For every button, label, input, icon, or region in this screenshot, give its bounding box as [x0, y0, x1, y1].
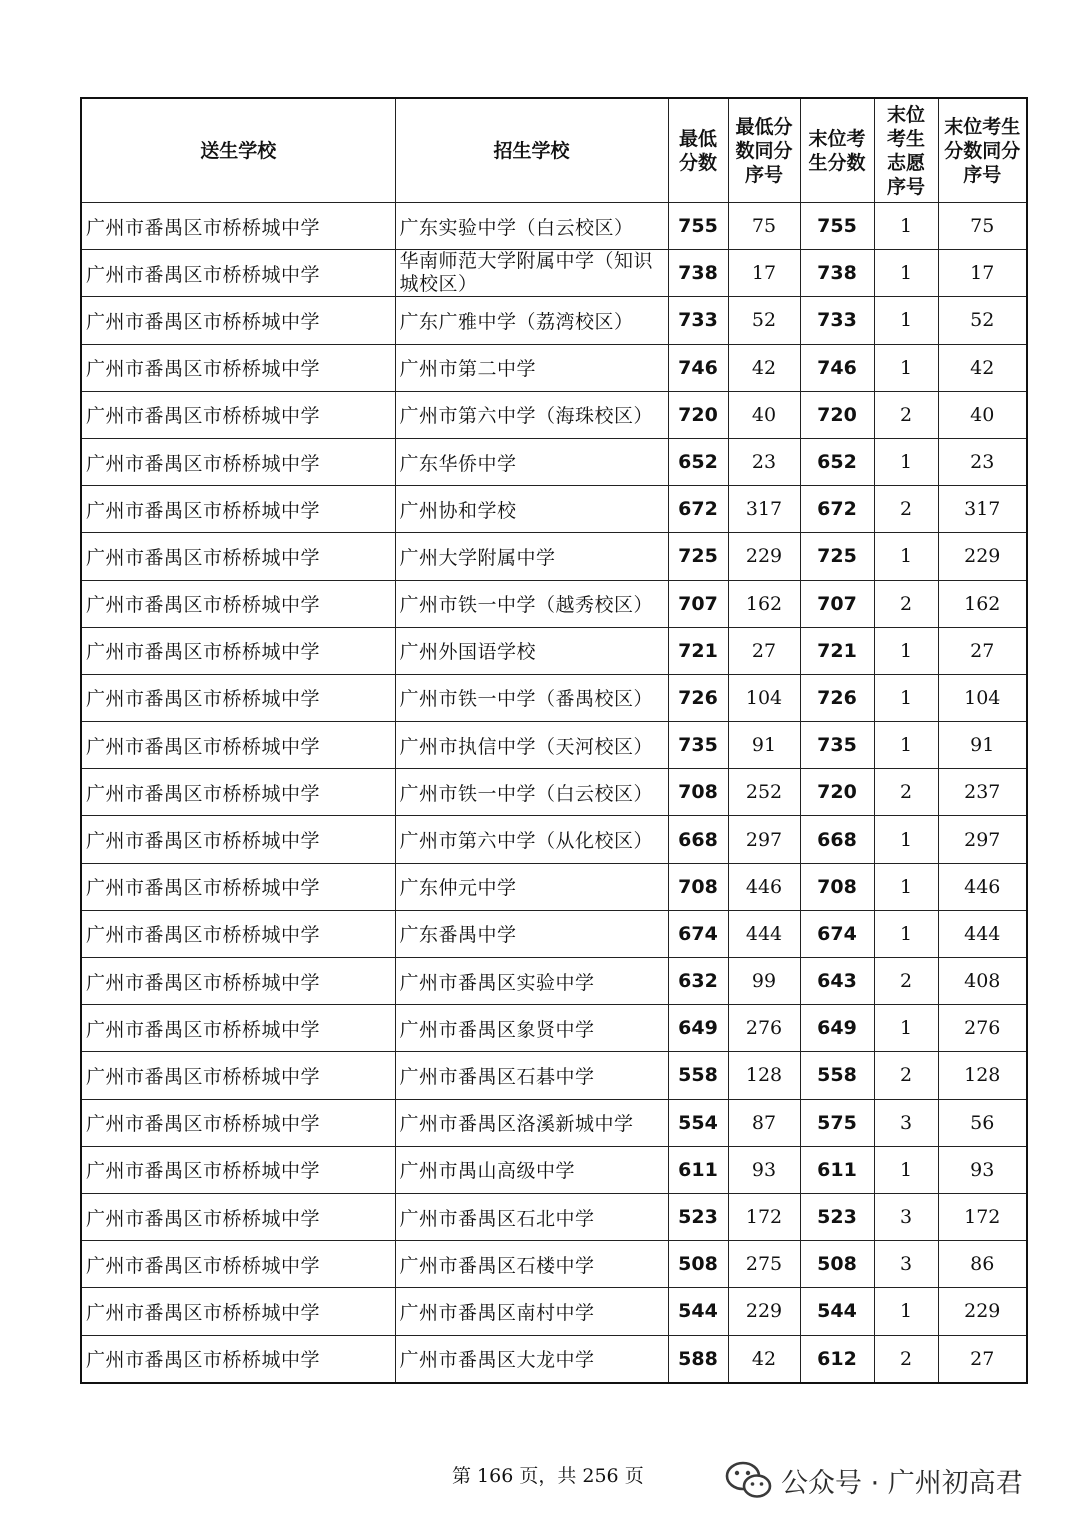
last-score-cell: 721 — [800, 627, 874, 674]
last-score-rank-cell: 162 — [938, 580, 1027, 627]
admitting-school-cell: 广东华侨中学 — [395, 438, 668, 485]
min-score-cell: 733 — [668, 297, 728, 344]
last-choice-order-cell: 1 — [874, 722, 938, 769]
column-header-line: 最低分 — [735, 115, 793, 138]
column-header-line: 分数 — [678, 151, 717, 174]
min-score-cell: 746 — [668, 344, 728, 391]
column-header-line: 序号 — [886, 175, 925, 198]
admitting-school-cell: 广州市番禺区象贤中学 — [395, 1005, 668, 1052]
min-score-rank-cell: 75 — [728, 203, 800, 250]
wechat-icon — [725, 1460, 773, 1500]
admitting-school-cell: 广州市番禺区石碁中学 — [395, 1052, 668, 1099]
min-score-cell: 649 — [668, 1005, 728, 1052]
sending-school-cell: 广州市番禺区市桥桥城中学 — [81, 1288, 395, 1335]
watermark — [725, 1460, 1023, 1500]
sending-school-cell: 广州市番禺区市桥桥城中学 — [81, 1005, 395, 1052]
table-row — [81, 816, 1027, 863]
last-score-cell: 755 — [800, 203, 874, 250]
last-score-cell: 746 — [800, 344, 874, 391]
last-score-cell: 726 — [800, 674, 874, 721]
table-row — [81, 533, 1027, 580]
min-score-rank-cell: 128 — [728, 1052, 800, 1099]
min-score-rank-cell: 229 — [728, 1288, 800, 1335]
last-score-cell: 544 — [800, 1288, 874, 1335]
sending-school-cell: 广州市番禺区市桥桥城中学 — [81, 910, 395, 957]
admitting-school-cell: 广州市铁一中学（白云校区） — [395, 769, 668, 816]
min-score-rank-cell: 104 — [728, 674, 800, 721]
table-row — [81, 486, 1027, 533]
column-header-line: 生分数 — [808, 151, 866, 174]
last-score-cell: 612 — [800, 1335, 874, 1383]
admission-score-table — [80, 97, 1028, 1384]
sending-school-cell: 广州市番禺区市桥桥城中学 — [81, 203, 395, 250]
last-score-cell: 508 — [800, 1241, 874, 1288]
last-score-cell: 672 — [800, 486, 874, 533]
last-score-rank-cell: 297 — [938, 816, 1027, 863]
last-score-cell: 652 — [800, 438, 874, 485]
last-score-cell: 649 — [800, 1005, 874, 1052]
admitting-school-cell: 广州市铁一中学（越秀校区） — [395, 580, 668, 627]
last-choice-order-cell: 3 — [874, 1241, 938, 1288]
admitting-school-cell: 广州市禺山高级中学 — [395, 1146, 668, 1193]
table-row — [81, 1335, 1027, 1383]
last-score-rank-cell: 56 — [938, 1099, 1027, 1146]
last-choice-order-cell: 3 — [874, 1099, 938, 1146]
last-score-rank-cell: 23 — [938, 438, 1027, 485]
min-score-rank-cell: 27 — [728, 627, 800, 674]
last-score-cell: 720 — [800, 391, 874, 438]
last-choice-order-cell: 1 — [874, 816, 938, 863]
min-score-rank-cell: 42 — [728, 344, 800, 391]
min-score-rank-cell: 23 — [728, 438, 800, 485]
admitting-school-cell: 广州市第六中学（海珠校区） — [395, 391, 668, 438]
min-score-cell: 725 — [668, 533, 728, 580]
last-score-rank-cell: 444 — [938, 910, 1027, 957]
min-score-rank-cell: 275 — [728, 1241, 800, 1288]
min-score-cell: 668 — [668, 816, 728, 863]
table-row — [81, 391, 1027, 438]
admitting-school-cell: 广州市执信中学（天河校区） — [395, 722, 668, 769]
table-row — [81, 1288, 1027, 1335]
sending-school-cell: 广州市番禺区市桥桥城中学 — [81, 1052, 395, 1099]
sending-school-cell: 广州市番禺区市桥桥城中学 — [81, 769, 395, 816]
min-score-rank-cell: 446 — [728, 863, 800, 910]
last-choice-order-cell: 1 — [874, 438, 938, 485]
table-row — [81, 1005, 1027, 1052]
last-score-rank-cell: 91 — [938, 722, 1027, 769]
last-score-rank-cell: 93 — [938, 1146, 1027, 1193]
last-choice-order-cell: 1 — [874, 203, 938, 250]
sending-school-cell: 广州市番禺区市桥桥城中学 — [81, 391, 395, 438]
column-header-line: 末位 — [886, 103, 925, 126]
min-score-cell: 720 — [668, 391, 728, 438]
admitting-school-cell: 广州市番禺区洛溪新城中学 — [395, 1099, 668, 1146]
table-row — [81, 203, 1027, 250]
column-header-line: 序号 — [744, 163, 783, 186]
last-choice-order-cell: 1 — [874, 250, 938, 297]
last-score-cell: 708 — [800, 863, 874, 910]
table-row — [81, 627, 1027, 674]
min-score-rank-cell: 252 — [728, 769, 800, 816]
sending-school-cell: 广州市番禺区市桥桥城中学 — [81, 580, 395, 627]
admitting-school-cell: 广州协和学校 — [395, 486, 668, 533]
last-choice-order-cell: 2 — [874, 391, 938, 438]
min-score-cell: 508 — [668, 1241, 728, 1288]
sending-school-cell: 广州市番禺区市桥桥城中学 — [81, 674, 395, 721]
table-body — [81, 203, 1027, 1383]
column-header-line: 招生学校 — [493, 139, 570, 162]
column-header-5 — [800, 98, 874, 203]
column-header-line: 考生 — [886, 127, 925, 150]
min-score-cell: 558 — [668, 1052, 728, 1099]
min-score-cell: 588 — [668, 1335, 728, 1383]
admitting-school-cell: 广东仲元中学 — [395, 863, 668, 910]
min-score-rank-cell: 444 — [728, 910, 800, 957]
last-score-rank-cell: 408 — [938, 958, 1027, 1005]
last-score-cell: 611 — [800, 1146, 874, 1193]
admitting-school-cell: 广州大学附属中学 — [395, 533, 668, 580]
min-score-cell: 735 — [668, 722, 728, 769]
last-choice-order-cell: 1 — [874, 910, 938, 957]
sending-school-cell: 广州市番禺区市桥桥城中学 — [81, 958, 395, 1005]
min-score-cell: 708 — [668, 769, 728, 816]
last-score-cell: 643 — [800, 958, 874, 1005]
last-choice-order-cell: 1 — [874, 1146, 938, 1193]
min-score-rank-cell: 297 — [728, 816, 800, 863]
min-score-cell: 672 — [668, 486, 728, 533]
min-score-cell: 611 — [668, 1146, 728, 1193]
min-score-rank-cell: 317 — [728, 486, 800, 533]
sending-school-cell: 广州市番禺区市桥桥城中学 — [81, 863, 395, 910]
admitting-school-cell: 广州外国语学校 — [395, 627, 668, 674]
last-score-cell: 720 — [800, 769, 874, 816]
table-row — [81, 1052, 1027, 1099]
min-score-rank-cell: 276 — [728, 1005, 800, 1052]
watermark-text: 公众号 · 广州初高君 — [781, 1467, 1023, 1499]
min-score-rank-cell: 40 — [728, 391, 800, 438]
min-score-rank-cell: 93 — [728, 1146, 800, 1193]
min-score-cell: 708 — [668, 863, 728, 910]
min-score-cell: 755 — [668, 203, 728, 250]
sending-school-cell: 广州市番禺区市桥桥城中学 — [81, 816, 395, 863]
table-row — [81, 1146, 1027, 1193]
admitting-school-cell: 华南师范大学附属中学（知识城校区） — [395, 250, 668, 297]
last-score-rank-cell: 172 — [938, 1193, 1027, 1240]
column-header-line: 数同分 — [735, 139, 793, 162]
sending-school-cell: 广州市番禺区市桥桥城中学 — [81, 344, 395, 391]
sending-school-cell: 广州市番禺区市桥桥城中学 — [81, 533, 395, 580]
column-header-line: 最低 — [678, 127, 717, 150]
column-header-6 — [874, 98, 938, 203]
column-header-line: 序号 — [963, 163, 1002, 186]
last-choice-order-cell: 1 — [874, 533, 938, 580]
column-header-1 — [81, 98, 395, 203]
last-score-rank-cell: 446 — [938, 863, 1027, 910]
last-score-cell: 733 — [800, 297, 874, 344]
table-row — [81, 863, 1027, 910]
min-score-rank-cell: 229 — [728, 533, 800, 580]
min-score-cell: 726 — [668, 674, 728, 721]
last-score-cell: 735 — [800, 722, 874, 769]
table-row — [81, 580, 1027, 627]
sending-school-cell: 广州市番禺区市桥桥城中学 — [81, 1099, 395, 1146]
admitting-school-cell: 广州市番禺区大龙中学 — [395, 1335, 668, 1383]
sending-school-cell: 广州市番禺区市桥桥城中学 — [81, 627, 395, 674]
last-score-cell: 738 — [800, 250, 874, 297]
admitting-school-cell: 广州市铁一中学（番禺校区） — [395, 674, 668, 721]
last-choice-order-cell: 2 — [874, 486, 938, 533]
last-score-rank-cell: 229 — [938, 533, 1027, 580]
sending-school-cell: 广州市番禺区市桥桥城中学 — [81, 297, 395, 344]
column-header-2 — [395, 98, 668, 203]
min-score-rank-cell: 99 — [728, 958, 800, 1005]
min-score-cell: 721 — [668, 627, 728, 674]
sending-school-cell: 广州市番禺区市桥桥城中学 — [81, 1146, 395, 1193]
last-score-cell: 725 — [800, 533, 874, 580]
last-score-rank-cell: 317 — [938, 486, 1027, 533]
min-score-cell: 554 — [668, 1099, 728, 1146]
table-row — [81, 1241, 1027, 1288]
page-number: 第 166 页，共 256 页 — [452, 1465, 644, 1487]
min-score-rank-cell: 162 — [728, 580, 800, 627]
last-choice-order-cell: 1 — [874, 1005, 938, 1052]
admitting-school-cell: 广州市第六中学（从化校区） — [395, 816, 668, 863]
min-score-rank-cell: 91 — [728, 722, 800, 769]
last-choice-order-cell: 2 — [874, 769, 938, 816]
column-header-line: 志愿 — [886, 151, 925, 174]
sending-school-cell: 广州市番禺区市桥桥城中学 — [81, 722, 395, 769]
last-score-rank-cell: 42 — [938, 344, 1027, 391]
min-score-rank-cell: 172 — [728, 1193, 800, 1240]
min-score-rank-cell: 52 — [728, 297, 800, 344]
min-score-cell: 674 — [668, 910, 728, 957]
last-score-rank-cell: 75 — [938, 203, 1027, 250]
last-choice-order-cell: 1 — [874, 1288, 938, 1335]
table-row — [81, 722, 1027, 769]
sending-school-cell: 广州市番禺区市桥桥城中学 — [81, 1193, 395, 1240]
last-score-rank-cell: 237 — [938, 769, 1027, 816]
last-score-rank-cell: 104 — [938, 674, 1027, 721]
admitting-school-cell: 广州市第二中学 — [395, 344, 668, 391]
last-score-cell: 674 — [800, 910, 874, 957]
last-score-rank-cell: 276 — [938, 1005, 1027, 1052]
last-choice-order-cell: 1 — [874, 627, 938, 674]
last-choice-order-cell: 1 — [874, 344, 938, 391]
table-row — [81, 297, 1027, 344]
last-choice-order-cell: 2 — [874, 958, 938, 1005]
table-row — [81, 1099, 1027, 1146]
table-row — [81, 438, 1027, 485]
table-row — [81, 674, 1027, 721]
last-choice-order-cell: 2 — [874, 580, 938, 627]
last-score-cell: 575 — [800, 1099, 874, 1146]
table-row — [81, 344, 1027, 391]
min-score-cell: 652 — [668, 438, 728, 485]
table-row — [81, 250, 1027, 297]
last-choice-order-cell: 2 — [874, 1052, 938, 1099]
column-header-3 — [668, 98, 728, 203]
admitting-school-cell: 广州市番禺区南村中学 — [395, 1288, 668, 1335]
table-row — [81, 910, 1027, 957]
sending-school-cell: 广州市番禺区市桥桥城中学 — [81, 1335, 395, 1383]
last-score-rank-cell: 27 — [938, 1335, 1027, 1383]
min-score-rank-cell: 87 — [728, 1099, 800, 1146]
min-score-rank-cell: 42 — [728, 1335, 800, 1383]
min-score-cell: 738 — [668, 250, 728, 297]
sending-school-cell: 广州市番禺区市桥桥城中学 — [81, 486, 395, 533]
sending-school-cell: 广州市番禺区市桥桥城中学 — [81, 250, 395, 297]
last-score-rank-cell: 52 — [938, 297, 1027, 344]
last-score-cell: 668 — [800, 816, 874, 863]
last-score-cell: 523 — [800, 1193, 874, 1240]
table-row — [81, 958, 1027, 1005]
table-row — [81, 1193, 1027, 1240]
min-score-rank-cell: 17 — [728, 250, 800, 297]
table-header-row — [81, 98, 1027, 203]
last-score-rank-cell: 128 — [938, 1052, 1027, 1099]
last-choice-order-cell: 1 — [874, 674, 938, 721]
last-score-rank-cell: 86 — [938, 1241, 1027, 1288]
last-choice-order-cell: 2 — [874, 1335, 938, 1383]
column-header-7 — [938, 98, 1027, 203]
last-score-rank-cell: 27 — [938, 627, 1027, 674]
last-choice-order-cell: 1 — [874, 863, 938, 910]
admitting-school-cell: 广州市番禺区石楼中学 — [395, 1241, 668, 1288]
min-score-cell: 707 — [668, 580, 728, 627]
min-score-cell: 523 — [668, 1193, 728, 1240]
last-choice-order-cell: 1 — [874, 297, 938, 344]
last-score-cell: 707 — [800, 580, 874, 627]
admitting-school-cell: 广东广雅中学（荔湾校区） — [395, 297, 668, 344]
column-header-4 — [728, 98, 800, 203]
column-header-line: 末位考 — [808, 127, 866, 150]
table-row — [81, 769, 1027, 816]
last-score-rank-cell: 229 — [938, 1288, 1027, 1335]
sending-school-cell: 广州市番禺区市桥桥城中学 — [81, 438, 395, 485]
admission-table-container — [80, 97, 1026, 1384]
admitting-school-cell: 广州市番禺区实验中学 — [395, 958, 668, 1005]
last-choice-order-cell: 3 — [874, 1193, 938, 1240]
last-score-cell: 558 — [800, 1052, 874, 1099]
min-score-cell: 632 — [668, 958, 728, 1005]
admitting-school-cell: 广州市番禺区石北中学 — [395, 1193, 668, 1240]
last-score-rank-cell: 40 — [938, 391, 1027, 438]
admitting-school-cell: 广东实验中学（白云校区） — [395, 203, 668, 250]
min-score-cell: 544 — [668, 1288, 728, 1335]
admitting-school-cell: 广东番禺中学 — [395, 910, 668, 957]
column-header-line: 分数同分 — [944, 139, 1021, 162]
last-score-rank-cell: 17 — [938, 250, 1027, 297]
column-header-line: 送生学校 — [200, 139, 277, 162]
column-header-line: 末位考生 — [944, 115, 1021, 138]
sending-school-cell: 广州市番禺区市桥桥城中学 — [81, 1241, 395, 1288]
